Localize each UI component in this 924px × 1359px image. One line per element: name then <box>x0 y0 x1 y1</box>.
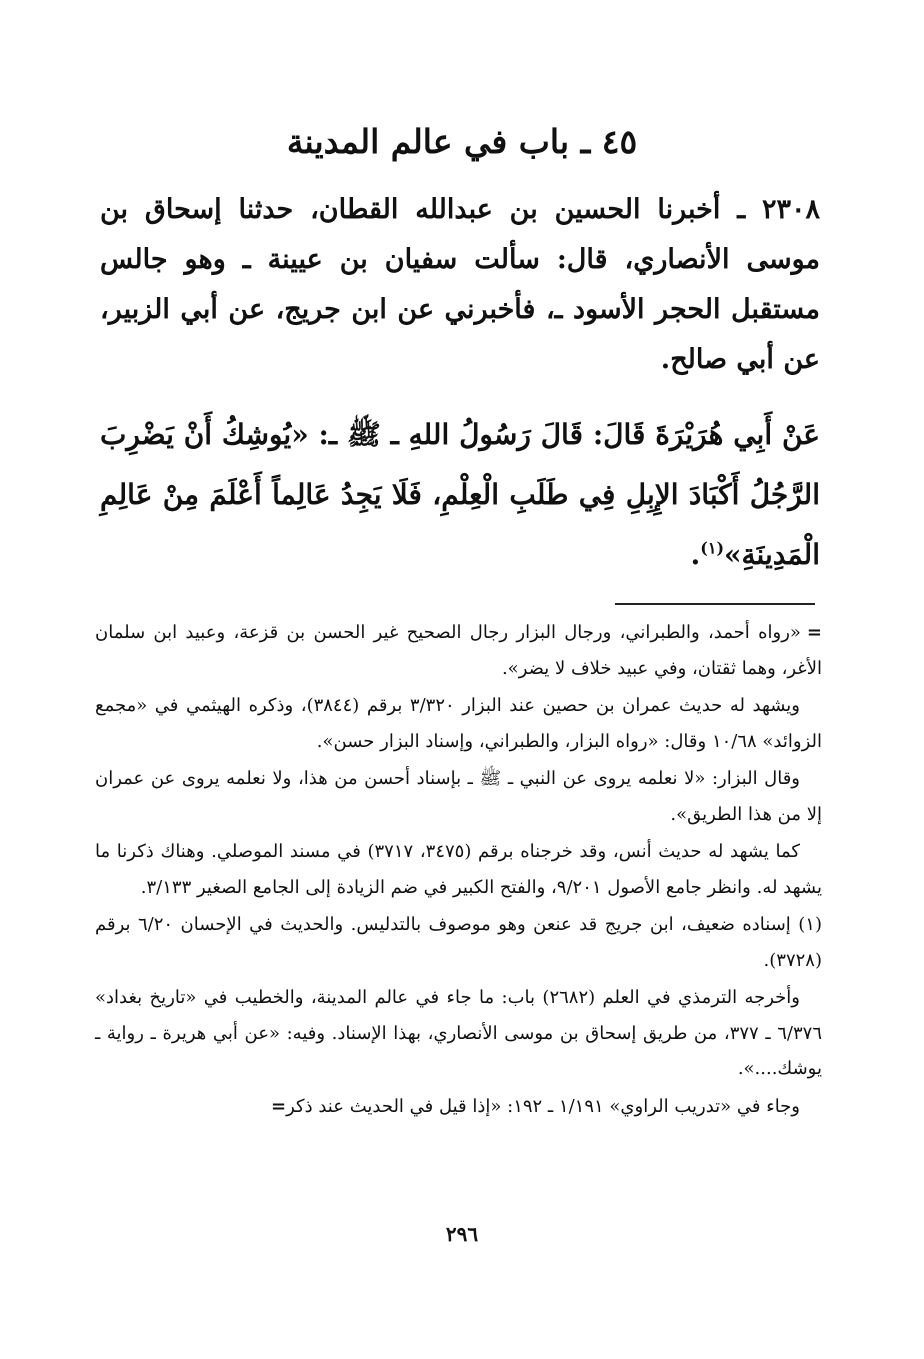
page-number: ٢٩٦ <box>445 1222 479 1246</box>
footnote-line: (١) إسناده ضعيف، ابن جريج قد عنعن وهو موصوف بالتدليس. والحديث في الإحسان ٦/٢٠ برقم (٣٧٢٨). <box>95 914 822 971</box>
footnotes <box>95 615 822 1126</box>
footnote-reference: (١) <box>700 538 725 558</box>
footnote-line: ويشهد له حديث عمران بن حصين عند البزار ٣/٣٢٠ برقم (٣٨٤٤)، وذكره الهيثمي في «مجمع الزوائد» ١٠/٦٨ وقال: «رواه البزار، والطبراني، وإسناد البزار حسن». <box>95 695 822 752</box>
footnote-line: كما يشهد له حديث أنس، وقد خرجناه برقم (٣٤٧٥، ٣٧١٧) في مسند الموصلي. وهناك ذكرنا ما يشهد له. وانظر جامع الأصول ٩/٢٠١، والفتح الكبير في ضم الزيادة إلى الجامع الصغير ٣/١٣٣. <box>95 841 822 898</box>
footnote-line <box>95 615 822 686</box>
footnote-line: وقال البزار: «لا نعلمه يروى عن النبي ـ ﷺ ـ بإسناد أحسن من هذا، ولا نعلمه يروى عن عمران إلا من هذا الطريق». <box>95 768 822 825</box>
footnote-line: وأخرجه الترمذي في العلم (٢٦٨٢) باب: ما جاء في عالم المدينة، والخطيب في «تاريخ بغداد» ٦/٣٧٦ ـ ٣٧٧، من طريق إسحاق بن موسى الأنصاري، بهذا الإسناد. وفيه: «عن أبي هريرة ـ رواية ـ يوشك....». <box>95 987 823 1079</box>
footnote-text: وجاء في «تدريب الراوي» ١/١٩١ ـ ١٩٢: «إذا قيل في الحديث عند ذكر <box>286 1095 800 1117</box>
hadith-paragraph <box>100 405 820 585</box>
footnote-line <box>95 1089 822 1125</box>
isnad-text: ٢٣٠٨ ـ أخبرنا الحسين بن عبدالله القطان، حدثنا إسحاق بن موسى الأنصاري، قال: سألت سفيان بن عيينة ـ وهو جالس مستقبل الحجر الأسود ـ، فأخبرني عن ابن جريج، عن أبي الزبير، عن أبي صالح. <box>100 194 820 375</box>
footnote-separator <box>615 603 815 605</box>
chapter-title: ٤٥ ـ باب في عالم المدينة <box>286 122 638 161</box>
continuation-mark: = <box>806 622 822 643</box>
end-continuation-mark: = <box>271 1095 287 1117</box>
hadith-text: عَنْ أَبِي هُرَيْرَةَ قَالَ: قَالَ رَسُولُ اللهِ ـ ﷺ ـ: «يُوشِكُ أَنْ يَضْرِبَ الرَّجُلُ أَكْبَادَ الإِبِلِ فِي طَلَبِ الْعِلْمِ، فَلَا يَجِدُ عَالِماً أَعْلَمَ مِنْ عَالِمِ الْمَدِينَةِ» <box>100 418 820 571</box>
isnad-paragraph <box>100 185 820 385</box>
footnote-text: «رواه أحمد، والطبراني، ورجال البزار رجال الصحيح غير الحسن بن قزعة، وعبيد ابن سلمان الأغر، وهما ثقتان، وفي عبيد خلاف لا يضر». <box>95 622 822 679</box>
end-mark: . <box>690 538 701 571</box>
